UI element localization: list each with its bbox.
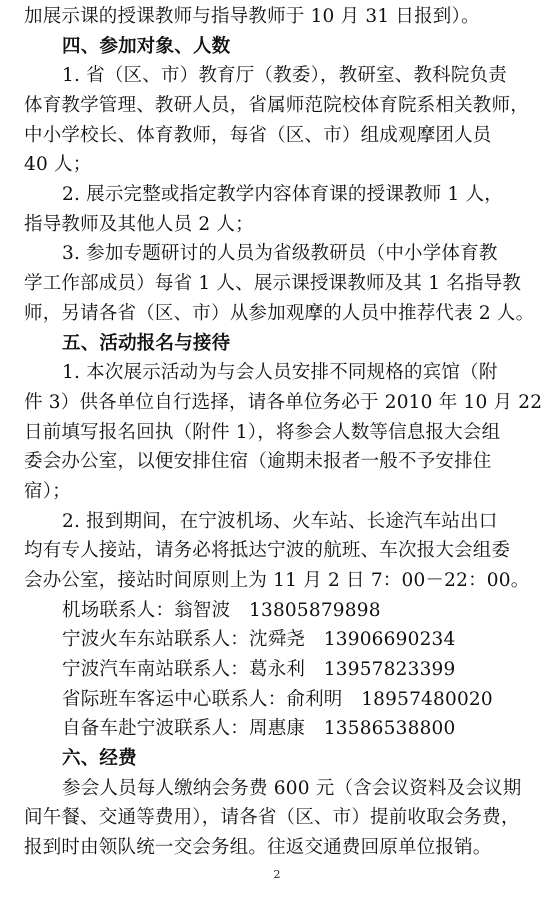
section-5-item-2-line: 2. 报到期间，在宁波机场、火车站、长途汽车站出口 xyxy=(62,510,498,532)
contact-self-drive: 自备车赴宁波联系人：周惠康 13586538800 xyxy=(62,718,456,740)
section-5-item-1-line: 件 3）供各单位自行选择，请各单位务必于 2010 年 10 月 22 xyxy=(24,391,543,413)
section-4-heading: 四、参加对象、人数 xyxy=(62,35,231,57)
section-4-item-3-line: 3. 参加专题研讨的人员为省级教研员（中小学体育教 xyxy=(62,243,498,265)
section-4-item-3-line: 师，另请各省（区、市）从参加观摩的人员中推荐代表 2 人。 xyxy=(24,302,535,324)
section-5-item-2-line: 会办公室，接站时间原则上为 11 月 2 日 7：00－22：00。 xyxy=(24,569,530,591)
page-number: 2 xyxy=(273,868,281,881)
section-5-item-1-line: 宿）； xyxy=(24,480,71,502)
section-4-item-1-line: 1. 省（区、市）教育厅（教委），教研室、教科院负责 xyxy=(62,65,507,87)
section-4-item-1-line: 40 人； xyxy=(24,154,92,176)
section-5-item-1-line: 委会办公室，以便安排住宿（逾期未报者一般不予安排住 xyxy=(24,451,492,473)
section-6-body-line: 间午餐、交通等费用），请各省（区、市）提前收取会务费， xyxy=(24,807,520,829)
section-4-item-2-line: 指导教师及其他人员 2 人； xyxy=(24,213,254,235)
section-4-item-1-line: 体育教学管理、教研人员，省属师范院校体育院系相关教师， xyxy=(24,95,529,116)
section-5-item-1-line: 日前填写报名回执（附件 1），将参会人数等信息报大会组 xyxy=(24,421,501,443)
section-4-item-1-line: 中小学校长、体育教师，每省（区、市）组成观摩团人员 xyxy=(24,124,492,146)
contact-bus-south-station: 宁波汽车南站联系人：葛永利 13957823399 xyxy=(62,658,456,680)
section-4-item-2-line: 2. 展示完整或指定教学内容体育课的授课教师 1 人， xyxy=(62,184,503,206)
contact-train-east-station: 宁波火车东站联系人：沈舜尧 13906690234 xyxy=(62,629,456,651)
section-4-item-3-line: 学工作部成员）每省 1 人、展示课授课教师及其 1 名指导教 xyxy=(24,273,522,295)
section-6-heading: 六、经费 xyxy=(62,748,137,769)
section-5-item-1-line: 1. 本次展示活动为与会人员安排不同规格的宾馆（附 xyxy=(62,362,498,384)
section-6-body-line: 报到时由领队统一交会务组。往返交通费回原单位报销。 xyxy=(24,837,492,858)
contact-airport: 机场联系人：翁智波 13805879898 xyxy=(62,599,381,621)
section-5-item-2-line: 均有专人接站，请务必将抵达宁波的航班、车次报大会组委 xyxy=(24,540,511,562)
section-5-heading: 五、活动报名与接待 xyxy=(62,332,231,354)
continuation-line: 加展示课的授课教师与指导教师于 10 月 31 日报到）。 xyxy=(24,6,480,27)
contact-intercity-bus-center: 省际班车客运中心联系人：俞利明 18957480020 xyxy=(62,688,493,710)
section-6-body-line: 参会人员每人缴纳会务费 600 元（含会议资料及会议期 xyxy=(62,777,522,799)
